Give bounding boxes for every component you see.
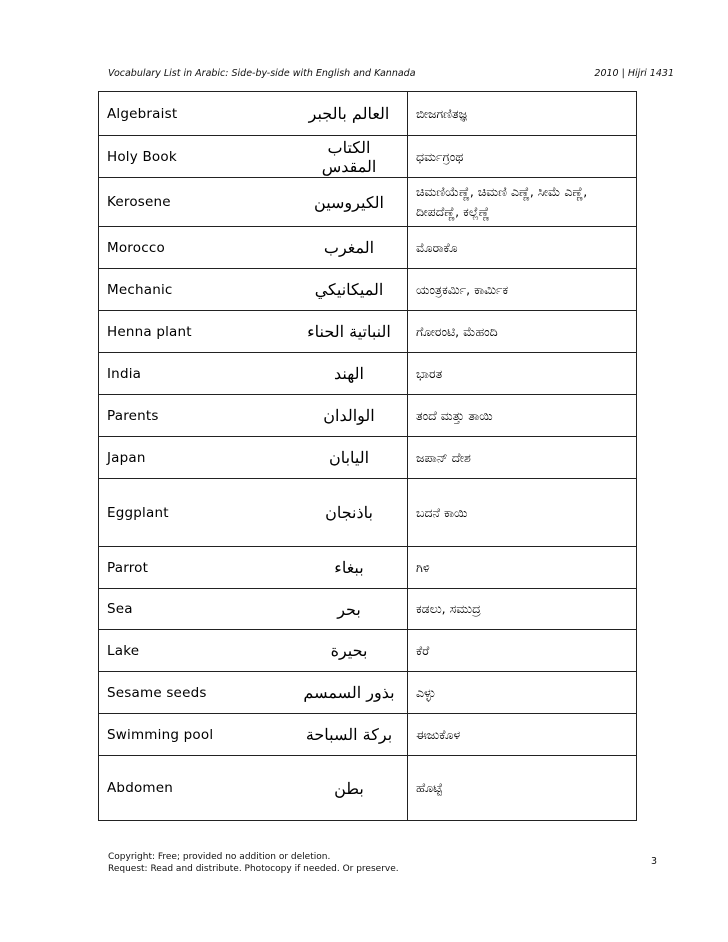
arabic-term: الوالدان bbox=[291, 395, 408, 437]
arabic-term: اليابان bbox=[291, 437, 408, 479]
arabic-term: النباتية الحناء bbox=[291, 311, 408, 353]
table-row bbox=[99, 672, 637, 714]
table-row bbox=[99, 92, 637, 136]
kannada-term: ಕೆರೆ bbox=[408, 630, 637, 672]
document-date: 2010 | Hijri 1431 bbox=[594, 68, 674, 79]
english-term: Sesame seeds bbox=[99, 672, 292, 714]
arabic-term: العالم بالجبر bbox=[291, 92, 408, 136]
english-term: Sea bbox=[99, 589, 292, 630]
arabic-term: بذور السمسم bbox=[291, 672, 408, 714]
english-term: Kerosene bbox=[99, 178, 292, 227]
table-row bbox=[99, 353, 637, 395]
arabic-term: بحيرة bbox=[291, 630, 408, 672]
kannada-term: ಹೊಟ್ಟೆ bbox=[408, 756, 637, 821]
english-term: Parrot bbox=[99, 547, 292, 589]
kannada-term: ಯಂತ್ರಕರ್ಮಿ, ಕಾರ್ಮಿಕ bbox=[408, 269, 637, 311]
arabic-term: المغرب bbox=[291, 227, 408, 269]
table-row bbox=[99, 756, 637, 821]
table-row bbox=[99, 178, 637, 227]
kannada-term: ಎಳ್ಳು bbox=[408, 672, 637, 714]
kannada-term: ಕಡಲು, ಸಮುದ್ರ bbox=[408, 589, 637, 630]
arabic-term: الهند bbox=[291, 353, 408, 395]
kannada-term: ಜಪಾನ್ ದೇಶ bbox=[408, 437, 637, 479]
table-row bbox=[99, 437, 637, 479]
page-footer bbox=[108, 851, 399, 875]
arabic-term: الكتاب المقدس bbox=[291, 136, 408, 178]
table-row bbox=[99, 269, 637, 311]
table-row bbox=[99, 589, 637, 630]
arabic-term: ببغاء bbox=[291, 547, 408, 589]
kannada-term: ಭಾರತ bbox=[408, 353, 637, 395]
english-term: Lake bbox=[99, 630, 292, 672]
english-term: Morocco bbox=[99, 227, 292, 269]
english-term: Swimming pool bbox=[99, 714, 292, 756]
table-row bbox=[99, 479, 637, 547]
kannada-term: ಚಿಮಣಿಯೆಣ್ಣೆ, ಚಿಮಣಿ ಎಣ್ಣೆ, ಸೀಮೆ ಎಣ್ಣೆ, ದೀಪದೆಣ್ಣೆ, ಕಲ್ಲೆಣ್ಣೆ bbox=[408, 178, 637, 227]
english-term: Eggplant bbox=[99, 479, 292, 547]
english-term: Parents bbox=[99, 395, 292, 437]
table-row bbox=[99, 630, 637, 672]
table-row bbox=[99, 311, 637, 353]
table-row bbox=[99, 547, 637, 589]
english-term: Algebraist bbox=[99, 92, 292, 136]
arabic-term: بطن bbox=[291, 756, 408, 821]
english-term: Henna plant bbox=[99, 311, 292, 353]
kannada-term: ಬೀಜಗಣಿತಜ್ಞ bbox=[408, 92, 637, 136]
kannada-term: ಈಜುಕೊಳ bbox=[408, 714, 637, 756]
english-term: Mechanic bbox=[99, 269, 292, 311]
vocabulary-table bbox=[98, 91, 637, 821]
table-row bbox=[99, 227, 637, 269]
english-term: Abdomen bbox=[99, 756, 292, 821]
table-row bbox=[99, 136, 637, 178]
arabic-term: باذنجان bbox=[291, 479, 408, 547]
arabic-term: الكيروسين bbox=[291, 178, 408, 227]
document-title: Vocabulary List in Arabic: Side-by-side with English and Kannada bbox=[108, 68, 416, 79]
page-number: 3 bbox=[651, 856, 658, 867]
kannada-term: ಧರ್ಮಗ್ರಂಥ bbox=[408, 136, 637, 178]
distribution-notice: Request: Read and distribute. Photocopy if needed. Or preserve. bbox=[108, 864, 399, 874]
arabic-term: بركة السباحة bbox=[291, 714, 408, 756]
kannada-term: ಮೊರಾಕೊ bbox=[408, 227, 637, 269]
copyright-notice: Copyright: Free; provided no addition or deletion. bbox=[108, 852, 331, 862]
kannada-term: ಗೋರಂಟಿ, ಮೆಹಂದಿ bbox=[408, 311, 637, 353]
arabic-term: الميكانيكي bbox=[291, 269, 408, 311]
table-row bbox=[99, 395, 637, 437]
english-term: Holy Book bbox=[99, 136, 292, 178]
table-row bbox=[99, 714, 637, 756]
english-term: Japan bbox=[99, 437, 292, 479]
kannada-term: ಗಿಳಿ bbox=[408, 547, 637, 589]
kannada-term: ಬದನೆ ಕಾಯಿ bbox=[408, 479, 637, 547]
kannada-term: ತಂದೆ ಮತ್ತು ತಾಯಿ bbox=[408, 395, 637, 437]
english-term: India bbox=[99, 353, 292, 395]
arabic-term: بحر bbox=[291, 589, 408, 630]
